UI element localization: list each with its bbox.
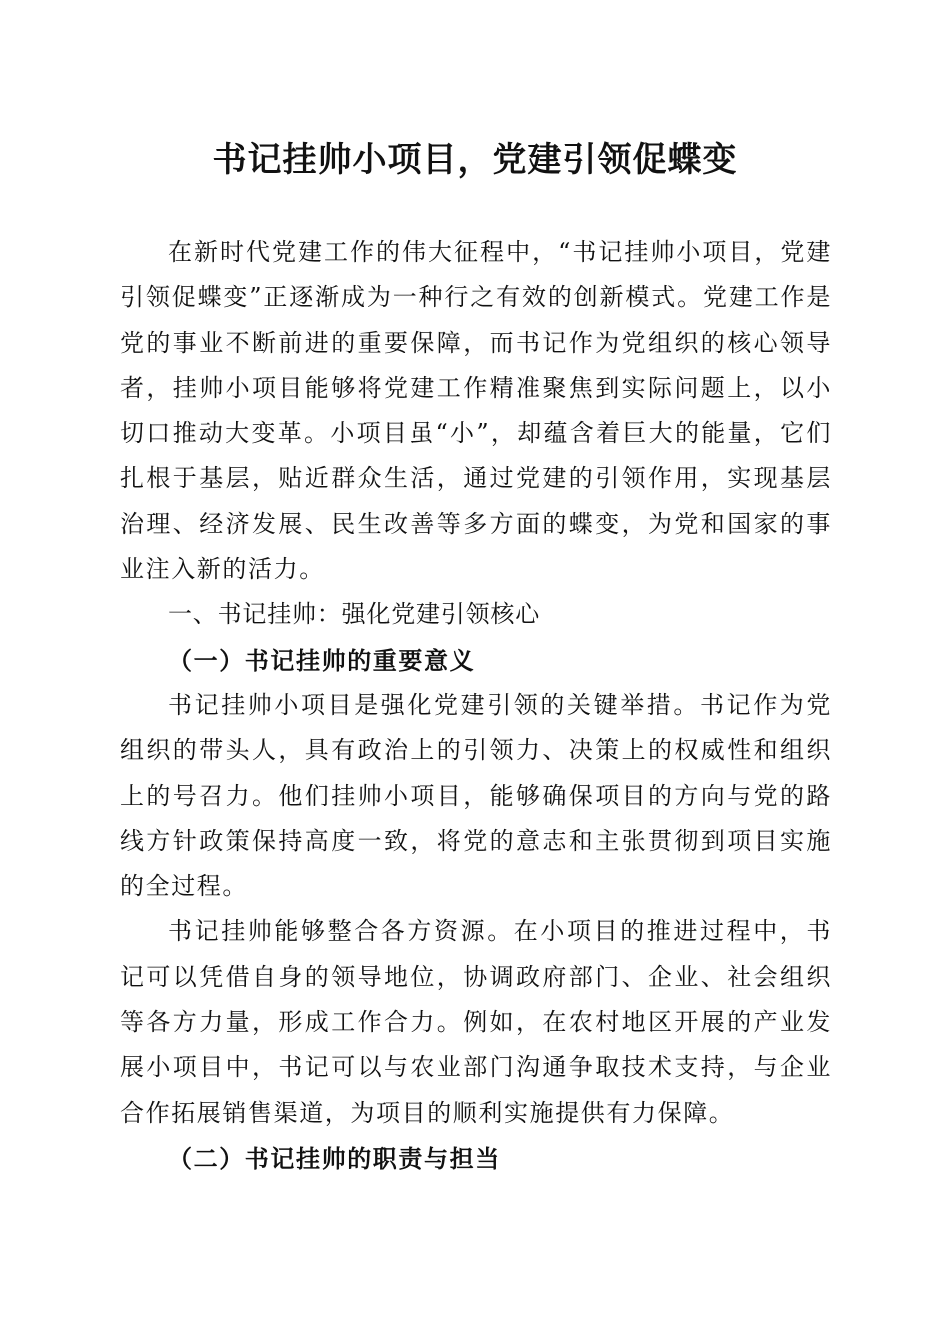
intro-paragraph: 在新时代党建工作的伟大征程中，“书记挂帅小项目，党建引领促蝶变”正逐渐成为一种行之有效的创新模式。党建工作是党的事业不断前进的重要保障，而书记作为党组织的核心领导者，挂帅小项目能够将党建工作精准聚焦到实际问题上，以小切口推动大变革。小项目虽“小”，却蕴含着巨大的能量，它们扎根于基层，贴近群众生活，通过党建的引领作用，实现基层治理、经济发展、民生改善等多方面的蝶变，为党和国家的事业注入新的活力。 — [120, 238, 832, 584]
subsection-heading: （一）书记挂帅的重要意义 — [168, 645, 476, 675]
body-paragraph: 书记挂帅能够整合各方资源。在小项目的推进过程中，书记可以凭借自身的领导地位，协调政府部门、企业、社会组织等各方力量，形成工作合力。例如，在农村地区开展的产业发展小项目中，书记可以与农业部门沟通争取技术支持，与企业合作拓展销售渠道，为项目的顺利实施提供有力保障。 — [120, 917, 832, 1127]
section-heading: 一、书记挂帅：强化党建引领核心 — [168, 600, 540, 629]
document-title: 书记挂帅小项目，党建引领促蝶变 — [212, 140, 738, 180]
subsection-heading: （二）书记挂帅的职责与担当 — [168, 1143, 501, 1173]
body-paragraph: 书记挂帅小项目是强化党建引领的关键举措。书记作为党组织的带头人，具有政治上的引领力、决策上的权威性和组织上的号召力。他们挂帅小项目，能够确保项目的方向与党的路线方针政策保持高度一致，将党的意志和主张贯彻到项目实施的全过程。 — [120, 690, 832, 901]
document-body — [120, 230, 832, 1181]
